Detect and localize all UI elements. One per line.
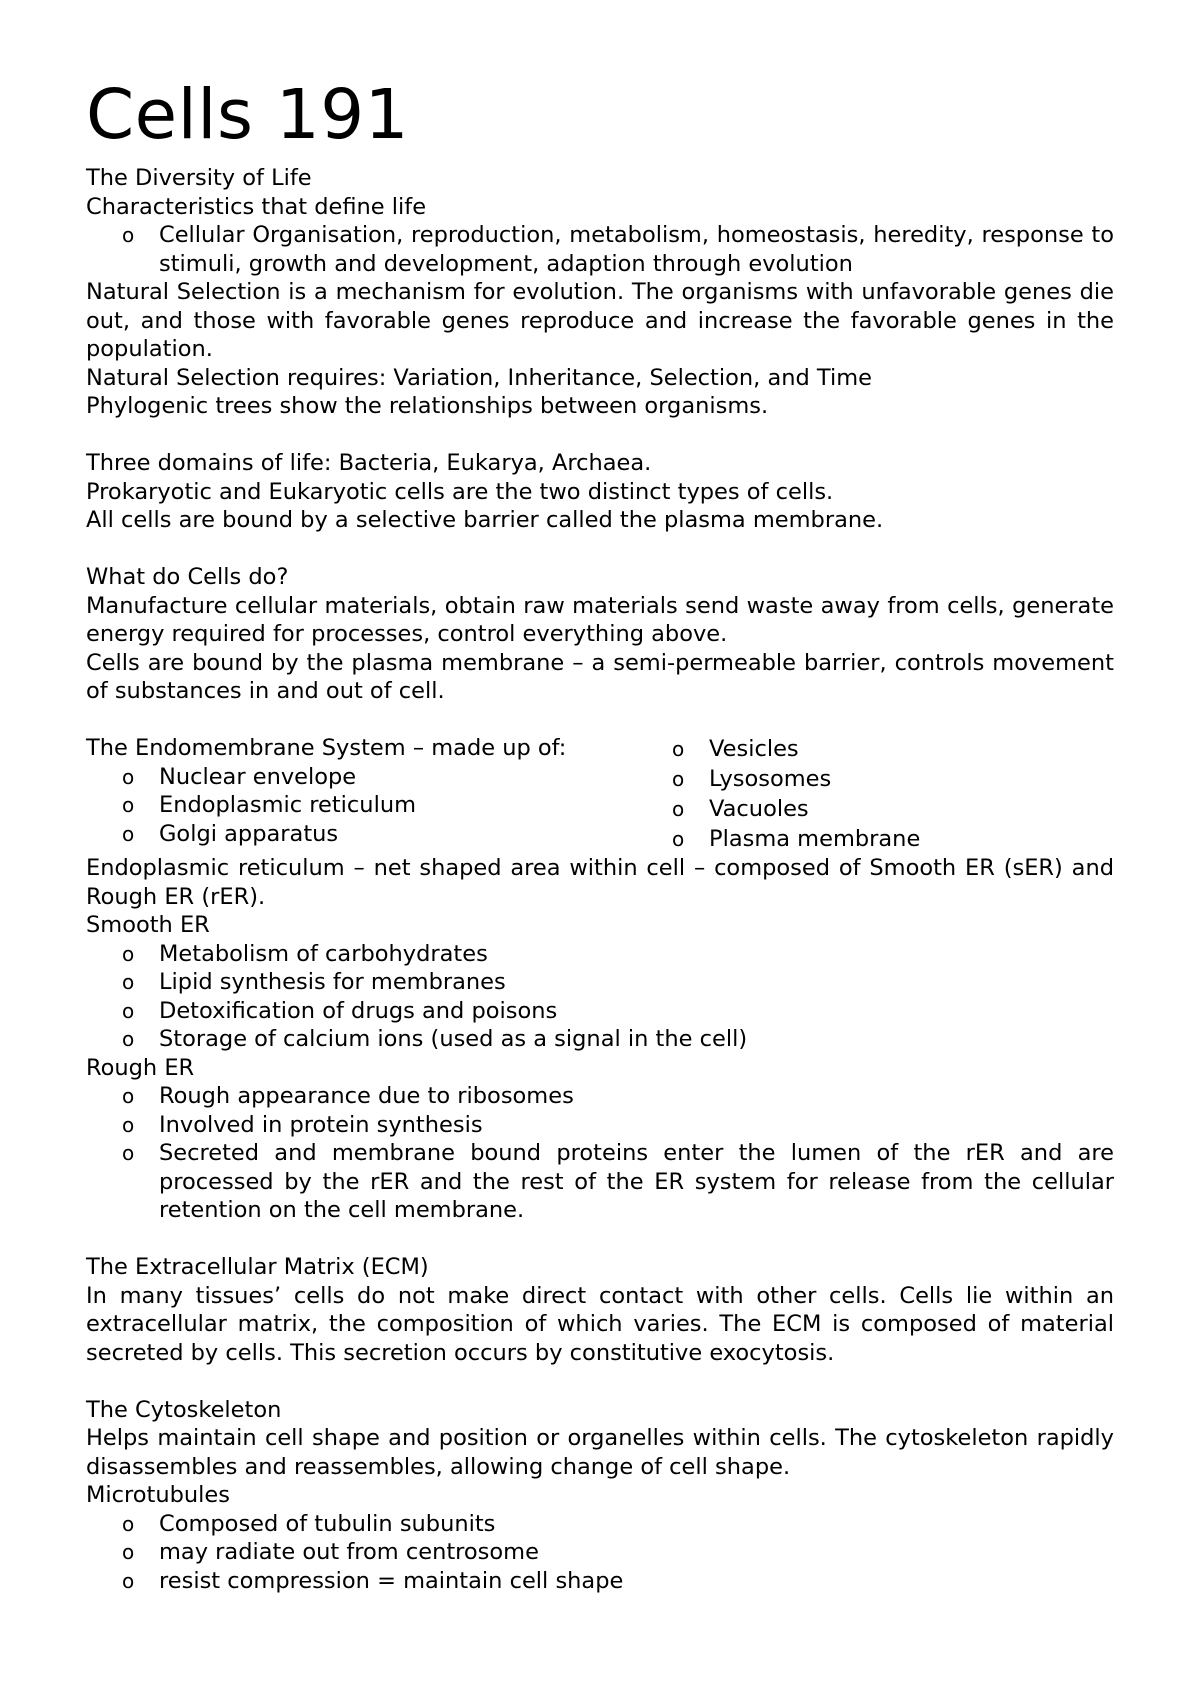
bullet-icon: o [672,767,685,791]
list-item [122,221,1114,278]
endomembrane-right-column [581,734,1114,854]
endomembrane-columns [86,734,1114,854]
smooth-er-heading: Smooth ER [86,912,210,938]
bullet-icon: o [122,1540,135,1564]
list-item-text: may radiate out from centrosome [159,1539,539,1565]
list-item-text: resist compression = maintain cell shape [159,1567,624,1594]
spacer [86,1367,1114,1396]
bullet-icon: o [672,737,685,761]
list-item-text: Secreted and membrane bound proteins enter the lumen of the rER and are processed by the rER and the rest of the ER system for release from the cellular retention on the cell membrane. [159,1140,1114,1223]
bullet-icon: o [122,1084,135,1108]
bullet-icon: o [122,764,135,789]
bullet-icon: o [122,793,135,817]
list-item [122,1567,1114,1596]
characteristics-list [86,221,1114,278]
list-item-text: Lipid synthesis for membranes [159,969,506,995]
spacer [86,421,1114,450]
list-item [672,824,1114,854]
list-item-text: Plasma membrane [709,826,921,852]
characteristics-heading: Characteristics that define life [86,193,427,220]
endomembrane-list-left [86,763,581,849]
list-item-text: Rough appearance due to ribosomes [159,1083,574,1109]
cells-do-heading: What do Cells do? [86,564,289,590]
bullet-icon: o [672,827,685,851]
list-item-text: Composed of tubulin subunits [159,1510,496,1537]
rough-er-heading: Rough ER [86,1054,195,1081]
document-title: Cells 191 [86,75,410,155]
list-item-text: Detoxification of drugs and poisons [159,997,558,1024]
list-item-text: Involved in protein synthesis [159,1111,483,1138]
cells-bound-paragraph: Cells are bound by the plasma membrane – a semi-permeable barrier, controls movement of substances in and out of cell. [86,649,1114,704]
spacer [86,1225,1114,1254]
bullet-icon: o [122,1511,135,1536]
smooth-er-list [86,940,1114,1054]
bullet-icon: o [122,998,135,1023]
list-item-text: Metabolism of carbohydrates [159,940,488,967]
cells-do-paragraph: Manufacture cellular materials, obtain raw materials send waste away from cells, generate energy required for processes, control everything above. [86,592,1114,647]
microtubules-heading: Microtubules [86,1482,230,1508]
list-item-text: Endoplasmic reticulum [159,792,416,818]
rough-er-list [86,1082,1114,1225]
bullet-icon: o [122,941,135,966]
cell-types-paragraph: Prokaryotic and Eukaryotic cells are the two distinct types of cells. [86,478,834,505]
list-item [122,968,1114,997]
plasma-membrane-paragraph: All cells are bound by a selective barrier called the plasma membrane. [86,507,884,533]
list-item [122,940,1114,969]
list-item [122,763,581,792]
list-item-text: Cellular Organisation, reproduction, metabolism, homeostasis, heredity, response to stimuli, growth and development, adaption through evolution [159,222,1114,277]
spacer [86,535,1114,564]
bullet-icon: o [122,1568,135,1593]
list-item-text: Vacuoles [709,796,809,822]
cytoskeleton-paragraph: Helps maintain cell shape and position or organelles within cells. The cytoskeleton rapidly disassembles and reassembles, allowing change of cell shape. [86,1425,1114,1480]
natural-selection-paragraph: Natural Selection is a mechanism for evolution. The organisms with unfavorable genes die out, and those with favorable genes reproduce and increase the favorable genes in the population. [86,279,1114,362]
bullet-icon: o [672,797,685,821]
list-item-text: Vesicles [709,736,799,762]
bullet-icon: o [122,970,135,994]
bullet-icon: o [122,821,135,846]
spacer [86,706,1114,735]
bullet-icon: o [122,1141,135,1165]
list-item [122,997,1114,1026]
list-item [122,1082,1114,1111]
list-item [672,734,1114,764]
list-item-text: Storage of calcium ions (used as a signal in the cell) [159,1026,748,1052]
list-item [122,1538,1114,1567]
list-item [122,1139,1114,1225]
list-item [122,820,581,849]
list-item [672,764,1114,794]
microtubules-list [86,1510,1114,1596]
bullet-icon: o [122,223,135,247]
list-item [122,1111,1114,1140]
list-item [672,794,1114,824]
phylogenic-paragraph: Phylogenic trees show the relationships between organisms. [86,393,769,419]
cytoskeleton-heading: The Cytoskeleton [86,1396,282,1423]
endomembrane-left-column [86,734,581,854]
diversity-heading: The Diversity of Life [86,165,312,191]
bullet-icon: o [122,1027,135,1051]
list-item [122,1025,1114,1054]
ecm-paragraph: In many tissues’ cells do not make direct contact with other cells. Cells lie within an extracellular matrix, the composition of which varies. The ECM is composed of material secreted by cells. This secretion occurs by constitutive exocytosis. [86,1282,1114,1366]
list-item-text: Lysosomes [709,766,832,792]
list-item [122,791,581,820]
domains-paragraph: Three domains of life: Bacteria, Eukarya, Archaea. [86,450,652,476]
list-item-text: Nuclear envelope [159,763,357,790]
er-description: Endoplasmic reticulum – net shaped area within cell – composed of Smooth ER (sER) and Rough ER (rER). [86,855,1114,910]
list-item-text: Golgi apparatus [159,820,339,847]
bullet-icon: o [122,1112,135,1137]
ecm-heading: The Extracellular Matrix (ECM) [86,1254,429,1280]
list-item [122,1510,1114,1539]
endomembrane-list-right [673,734,1114,854]
natural-selection-requires: Natural Selection requires: Variation, Inheritance, Selection, and Time [86,364,872,391]
endomembrane-heading: The Endomembrane System – made up of: [86,735,567,761]
